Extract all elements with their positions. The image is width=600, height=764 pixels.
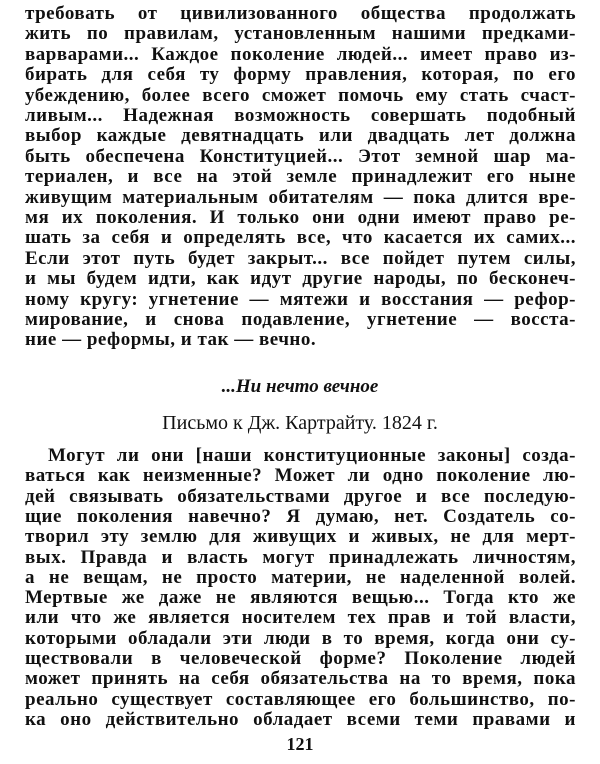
text-line: убеждению, более всего сможет помочь ему стать счаст- <box>25 84 576 106</box>
text-line: требовать от цивилизованного общества продолжать <box>25 3 576 24</box>
text-line: ка оно действительно обладает всеми теми правами и <box>25 708 576 730</box>
text-line: ному кругу: угнетение — мятежи и восстания — рефор- <box>25 288 576 310</box>
text-line: шать за себя и определять все, что касается их самих... <box>25 227 576 249</box>
text-line: жить по правилам, установленным нашими предками- <box>25 23 576 45</box>
text-line: выбор каждые девятнадцать или двадцать лет должна <box>25 125 576 147</box>
text-line: Если этот путь будет закрыт... все пойдет путем силы, <box>25 247 576 269</box>
text-line: ние — реформы, и так — вечно. <box>25 329 317 351</box>
text-line: творил эту землю для живущих и живых, не для мерт- <box>25 526 576 548</box>
text-line: ваться как неизменные? Может ли одно поколение лю- <box>25 465 576 487</box>
text-line: щие поколения навечно? Я думаю, нет. Создатель со- <box>25 505 576 527</box>
text-line: териален, и все на этой земле принадлежит его ныне <box>25 166 576 188</box>
section-subtitle: Письмо к Дж. Картрайту. 1824 г. <box>162 412 438 434</box>
text-line: и мы будем идти, как идут другие народы, по бесконеч- <box>25 268 576 290</box>
text-line: Могут ли они [наши конституционные законы] созда- <box>48 445 576 466</box>
text-line: варварами... Каждое поколение людей... имеет право из- <box>25 43 576 65</box>
text-line: реально существует составляющее его большинство, по- <box>25 688 576 710</box>
text-line: ливым... Надежная возможность совершать подобный <box>25 105 576 126</box>
text-line: Мертвые же даже не являются вещью... Тогда кто же <box>25 587 576 609</box>
text-line: или что же является носителем тех прав и той власти, <box>25 607 576 629</box>
text-line: мя их поколения. И только они одни имеют право ре- <box>25 207 576 228</box>
section-heading: ...Ни нечто вечное <box>221 376 379 397</box>
text-line: быть обеспечена Конституцией... Этот земной шар ма- <box>25 145 576 167</box>
page-number: 121 <box>286 734 314 754</box>
text-line: бирать для себя ту форму правления, которая, по его <box>25 64 576 86</box>
text-line: ществовали в человеческой форме? Поколение людей <box>25 648 576 669</box>
text-line: может принять на себя обязательства на то время, пока <box>25 668 576 690</box>
text-line: которыми обладали эти люди в то время, когда они су- <box>25 627 576 649</box>
text-line: вых. Правда и власть могут принадлежать личностям, <box>25 546 576 568</box>
text-line: мирование, и снова подавление, угнетение — восста- <box>25 309 576 330</box>
text-line: живущим материальным обитателям — пока длится вре- <box>25 186 576 208</box>
text-line: дей связывать обязательствами другое и все последую- <box>25 485 576 507</box>
text-line: а не вещам, не просто материи, не наделенной волей. <box>25 566 576 588</box>
